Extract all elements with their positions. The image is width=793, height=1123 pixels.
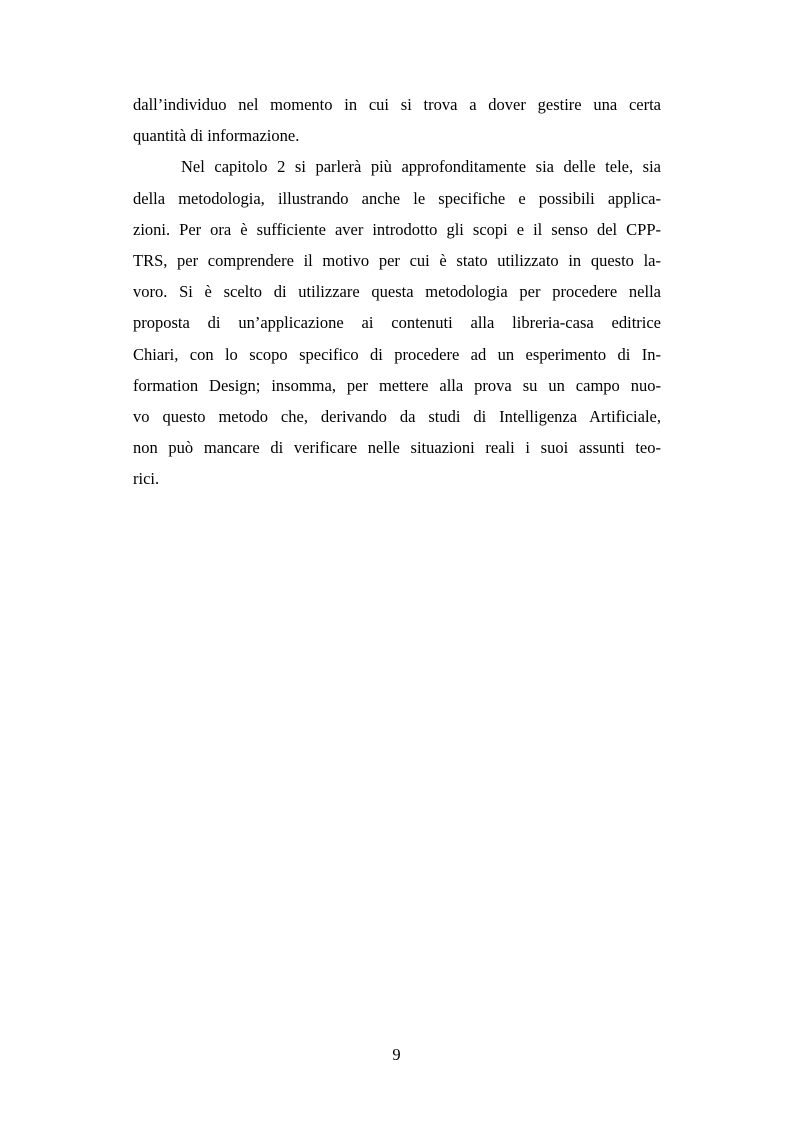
text-line: vo questo metodo che, derivando da studi di Intelligenza Artificiale, bbox=[133, 406, 661, 426]
text-line: proposta di un’applicazione ai contenuti alla libreria-casa editrice bbox=[133, 313, 661, 333]
page-number: 9 bbox=[392, 1045, 401, 1064]
text-line: formation Design; insomma, per mettere alla prova su un campo nuo- bbox=[133, 375, 661, 395]
text-line: zioni. Per ora è sufficiente aver introdotto gli scopi e il senso del CPP- bbox=[133, 219, 661, 239]
text-line: Nel capitolo 2 si parlerà più approfonditamente sia delle tele, sia bbox=[181, 157, 661, 177]
text-line: rici. bbox=[133, 469, 160, 489]
text-line: voro. Si è scelto di utilizzare questa metodologia per procedere nella bbox=[133, 282, 661, 302]
text-line: TRS, per comprendere il motivo per cui è stato utilizzato in questo la- bbox=[133, 250, 661, 270]
text-line: Chiari, con lo scopo specifico di procedere ad un esperimento di In- bbox=[133, 344, 661, 364]
text-line: non può mancare di verificare nelle situazioni reali i suoi assunti teo- bbox=[133, 438, 661, 458]
paragraph-2 bbox=[133, 151, 661, 494]
text-line: dall’individuo nel momento in cui si trova a dover gestire una certa bbox=[133, 95, 661, 114]
paragraph-1 bbox=[133, 89, 661, 151]
text-line: della metodologia, illustrando anche le specifiche e possibili applica- bbox=[133, 188, 661, 208]
text-line: quantità di informazione. bbox=[133, 126, 300, 146]
page-body bbox=[133, 89, 661, 494]
